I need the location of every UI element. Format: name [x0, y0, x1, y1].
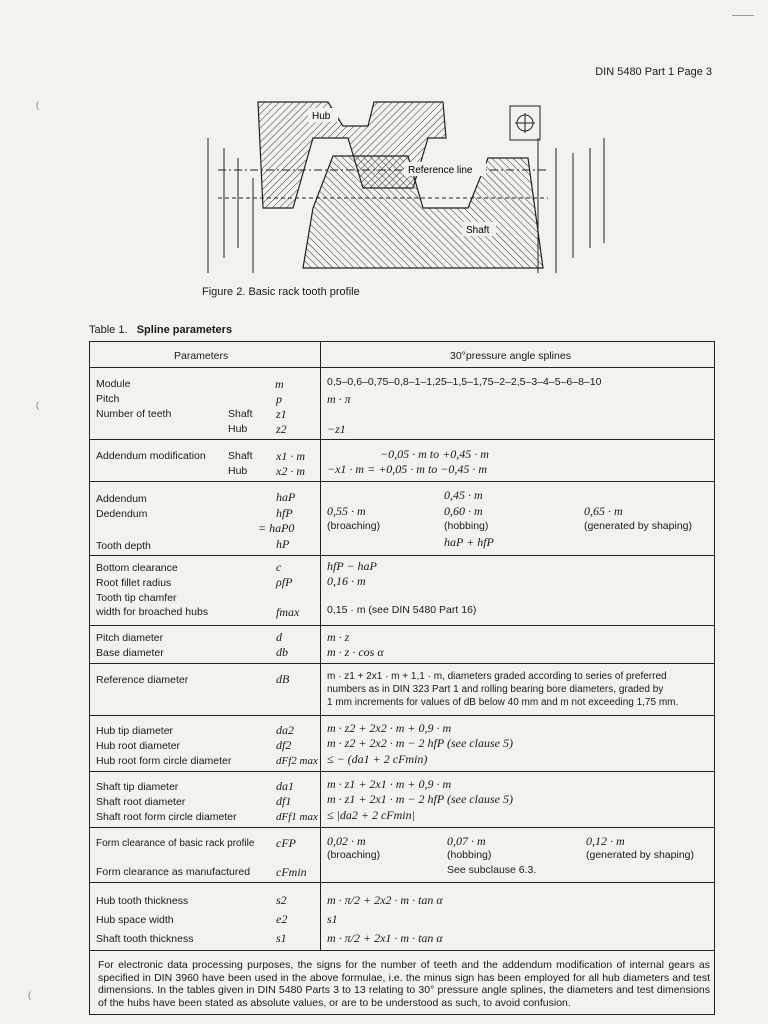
param-tooth-depth: Tooth depth [96, 540, 151, 552]
value: See subclause 6.3. [447, 864, 537, 876]
value: −z1 [327, 422, 346, 436]
value-note: (generated by shaping) [584, 520, 692, 532]
symbol: c [276, 560, 282, 574]
symbol: hfP [276, 506, 293, 520]
param-module: Module [96, 378, 131, 390]
table-footnote: For electronic data processing purposes, the signs for the number of teeth and the addendum modification of internal gears as specified in DIN 3960 have been used in the above formulae, i.e. the minus sign has been employed for all hub diameters and test dimensions. In the tables given in DIN 5480 Parts 3 to 13 relating to 30° pressure angle splines, the diameters and test dimensions of the hubs have been stated as absolute values, or are to be understood as such, to avoid confusion. [98, 959, 710, 1009]
param-pitch: Pitch [96, 393, 120, 405]
symbol: x1 · m [276, 449, 305, 463]
value: numbers as in DIN 323 Part 1 and rolling bearing bore diameters, graded by [327, 684, 664, 695]
value-note: (broaching) [327, 520, 381, 532]
param-hub-root-diameter: Hub root diameter [96, 740, 181, 752]
value: m · z · cos α [327, 645, 384, 659]
param-shaft-root-diameter: Shaft root diameter [96, 796, 186, 808]
value: 0,02 · m [327, 834, 366, 848]
param-root-fillet-radius: Root fillet radius [96, 577, 172, 589]
symbol: s1 [276, 931, 287, 945]
param-tooth-tip-chamfer: width for broached hubs [96, 606, 209, 618]
symbol: ρfP [276, 575, 293, 589]
shaft-label: Shaft [466, 225, 490, 236]
page-header: DIN 5480 Part 1 Page 3 [595, 66, 712, 78]
value: m · π/2 + 2x2 · m · tan α [327, 893, 443, 907]
param-bottom-clearance: Bottom clearance [96, 562, 178, 574]
reference-line-label: Reference line [408, 165, 473, 176]
value: m · z2 + 2x2 · m + 0,9 · m [327, 721, 452, 735]
value: 0,16 · m [327, 574, 366, 588]
symbol: = haP0 [258, 521, 295, 535]
value: s1 [327, 912, 338, 926]
value: ≤ − (da1 + 2 cFmin) [327, 752, 428, 766]
value: 0,07 · m [447, 834, 486, 848]
sub-label: Hub [228, 465, 248, 477]
param-addendum-modification: Addendum modification [96, 450, 206, 462]
value: m · π/2 + 2x1 · m · tan α [327, 931, 443, 945]
figure-caption: Figure 2. Basic rack tooth profile [202, 286, 360, 298]
column-header-parameters: Parameters [174, 350, 229, 362]
symbol: z1 [276, 407, 287, 421]
symbol: da2 [276, 723, 294, 737]
value: 0,65 · m [584, 504, 623, 518]
symbol: cFP [276, 836, 296, 850]
symbol: dFf1 max [276, 811, 318, 823]
param-addendum: Addendum [96, 493, 147, 505]
value: 0,60 · m [444, 504, 483, 518]
margin-mark: ( [36, 400, 39, 410]
symbol: df1 [276, 794, 292, 808]
param-hub-tip-diameter: Hub tip diameter [96, 725, 174, 737]
margin-mark: ( [28, 990, 31, 1000]
value-note: (hobbing) [444, 520, 489, 532]
margin-mark: ( [36, 100, 39, 110]
param-dedendum: Dedendum [96, 508, 148, 520]
table-caption: Table 1. Spline parameters [89, 324, 233, 336]
symbol: df2 [276, 738, 292, 752]
value: m · z1 + 2x1 · m + 0,9 · m [327, 777, 452, 791]
symbol: m [275, 377, 284, 391]
param-shaft-tooth-thickness: Shaft tooth thickness [96, 933, 194, 945]
param-teeth: Number of teeth [96, 408, 172, 420]
scan-edge-mark [732, 15, 754, 16]
symbol: fmax [276, 605, 300, 619]
symbol: s2 [276, 893, 287, 907]
value: 0,12 · m [586, 834, 625, 848]
spline-parameters-table [89, 341, 715, 1015]
value: 0,15 · m (see DIN 5480 Part 16) [327, 604, 477, 616]
param-hub-root-form-circle: Hub root form circle diameter [96, 755, 232, 767]
symbol: haP [276, 490, 296, 504]
value: m · z [327, 630, 350, 644]
param-base-diameter: Base diameter [96, 647, 164, 659]
symbol: e2 [276, 912, 288, 926]
symbol: da1 [276, 779, 294, 793]
value: m · π [327, 392, 351, 406]
value-note: (broaching) [327, 849, 381, 861]
value: hfP − haP [327, 559, 377, 573]
param-hub-tooth-thickness: Hub tooth thickness [96, 895, 189, 907]
value: m · z1 + 2x1 · m + 1,1 · m, diameters graded according to series of preferred [327, 671, 667, 682]
param-pitch-diameter: Pitch diameter [96, 632, 164, 644]
value: −0,05 · m to +0,45 · m [380, 447, 489, 461]
param-hub-space-width: Hub space width [96, 914, 174, 926]
param-form-clearance-basic: Form clearance of basic rack profile [96, 838, 255, 849]
param-shaft-root-form-circle: Shaft root form circle diameter [96, 811, 237, 823]
value: 1 mm increments for values of dB below 40 mm and m not exceeding 1,75 mm. [327, 697, 679, 708]
symbol: d [276, 630, 282, 644]
value: ≤ |da2 + 2 cFmin| [327, 808, 415, 822]
value: m · z2 + 2x2 · m − 2 hfP (see clause 5) [327, 736, 513, 750]
value: 0,45 · m [444, 488, 483, 502]
hub-label: Hub [312, 111, 331, 122]
value: −x1 · m = +0,05 · m to −0,45 · m [327, 462, 488, 476]
param-tooth-tip-chamfer: Tooth tip chamfer [96, 592, 177, 604]
symbol: z2 [276, 422, 287, 436]
value-note: (generated by shaping) [586, 849, 694, 861]
param-form-clearance-manufactured: Form clearance as manufactured [96, 866, 251, 878]
symbol: db [276, 645, 288, 659]
value: 0,55 · m [327, 504, 366, 518]
basic-rack-profile-figure [198, 98, 618, 278]
value: 0,5–0,6–0,75–0,8–1–1,25–1,5–1,75–2–2,5–3–4–5–6–8–10 [327, 376, 602, 388]
sub-label: Shaft [228, 408, 253, 420]
symbol: x2 · m [276, 464, 305, 478]
value: haP + hfP [444, 535, 494, 549]
sub-label: Hub [228, 423, 248, 435]
symbol: dFf2 max [276, 755, 318, 767]
value-note: (hobbing) [447, 849, 492, 861]
column-header-splines: 30°pressure angle splines [450, 350, 571, 362]
symbol: cFmin [276, 865, 307, 879]
param-reference-diameter: Reference diameter [96, 674, 189, 686]
param-shaft-tip-diameter: Shaft tip diameter [96, 781, 179, 793]
symbol: dB [276, 672, 290, 686]
symbol: hP [276, 537, 290, 551]
symbol: p [276, 392, 282, 406]
sub-label: Shaft [228, 450, 253, 462]
value: m · z1 + 2x1 · m − 2 hfP (see clause 5) [327, 792, 513, 806]
